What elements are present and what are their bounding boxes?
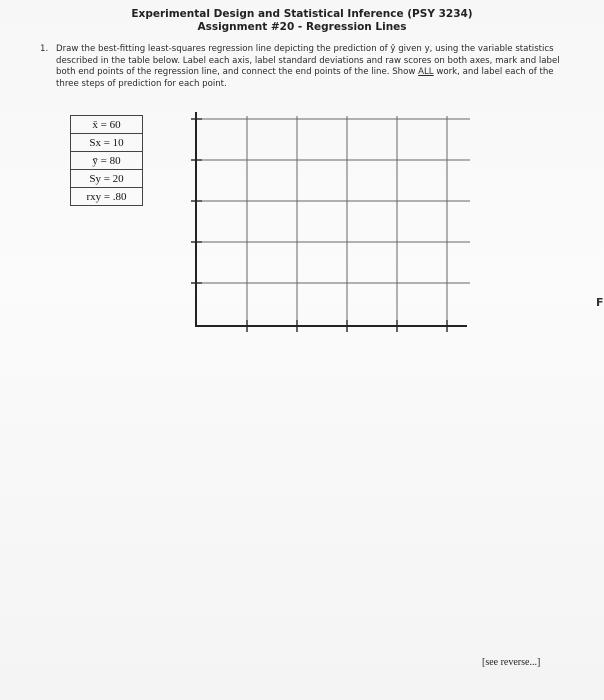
question-emphasis: ALL	[418, 67, 434, 77]
stat-x-mean: x̄ = 60	[71, 116, 143, 134]
question-number: 1.	[40, 44, 49, 54]
see-reverse-note: [see reverse...]	[482, 657, 541, 668]
stat-correlation: rxy = .80	[71, 188, 143, 206]
page-edge-mark: F	[596, 296, 604, 309]
course-title: Experimental Design and Statistical Inference (PSY 3234)	[131, 8, 473, 20]
stat-y-mean: ȳ = 80	[71, 152, 143, 170]
question-text-part1: Draw the best-fitting least-squares regression line depicting the prediction of ŷ given y, using the variable statistics described in the table below. Label each axis, label standard deviations and raw scores on both axes, mark and label both end points of the regression line, and connect the end points of the line. Show	[56, 44, 560, 77]
assignment-title: Assignment #20 - Regression Lines	[197, 21, 407, 33]
question-text-part2: work, and label each of the three steps of prediction for each point.	[56, 67, 554, 89]
stat-x-sd: Sx = 10	[71, 134, 143, 152]
stat-y-sd: Sy = 20	[71, 170, 143, 188]
